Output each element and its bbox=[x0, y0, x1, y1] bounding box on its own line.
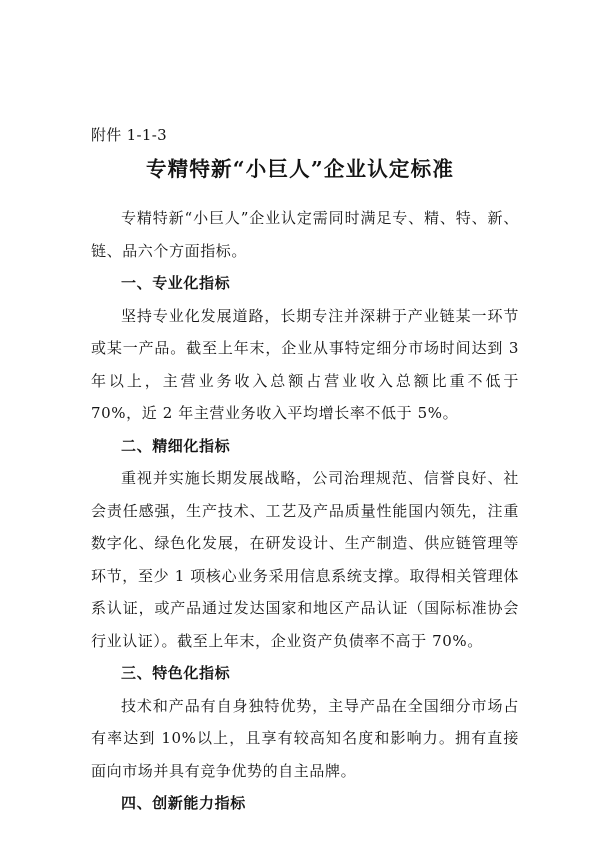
section-heading-refinement: 二、精细化指标 bbox=[121, 436, 231, 455]
attachment-label: 附件 1-1-3 bbox=[91, 126, 167, 144]
section-text-distinctiveness: 技术和产品有自身独特优势，主导产品在全国细分市场占有率达到 10%以上，且享有较高知名度和影响力。拥有直接面向市场并具有竞争优势的自主品牌。 bbox=[91, 696, 519, 780]
section-heading-distinctiveness: 三、特色化指标 bbox=[121, 664, 231, 682]
section-text-specialization: 坚持专业化发展道路，长期专注并深耕于产业链某一环节或某一产品。截至上年末，企业从事特定细分市场时间达到 3 年以上，主营业务收入总额占营业收入总额比重不低于 70%，近 2 年主营业务收入平均增长率不低于 5%。 bbox=[91, 306, 519, 422]
section-text-refinement: 重视并实施长期发展战略，公司治理规范、信誉良好、社会责任感强，生产技术、工艺及产品质量性能国内领先，注重数字化、绿色化发展，在研发设计、生产制造、供应链管理等环节，至少 1 项核心业务采用信息系统支撑。取得相关管理体系认证，或产品通过发达国家和地区产品认证（国际标准协会行业认证）。截至上年末，企业资产负债率不高于 70%。 bbox=[91, 469, 519, 650]
document-body bbox=[91, 202, 519, 820]
intro-paragraph: 专精特新“小巨人”企业认定需同时满足专、精、特、新、链、品六个方面指标。 bbox=[91, 209, 519, 260]
document-title: 专精特新“小巨人”企业认定标准 bbox=[145, 157, 455, 181]
section-heading-innovation: 四、创新能力指标 bbox=[121, 794, 246, 812]
section-heading-specialization: 一、专业化指标 bbox=[121, 274, 231, 292]
